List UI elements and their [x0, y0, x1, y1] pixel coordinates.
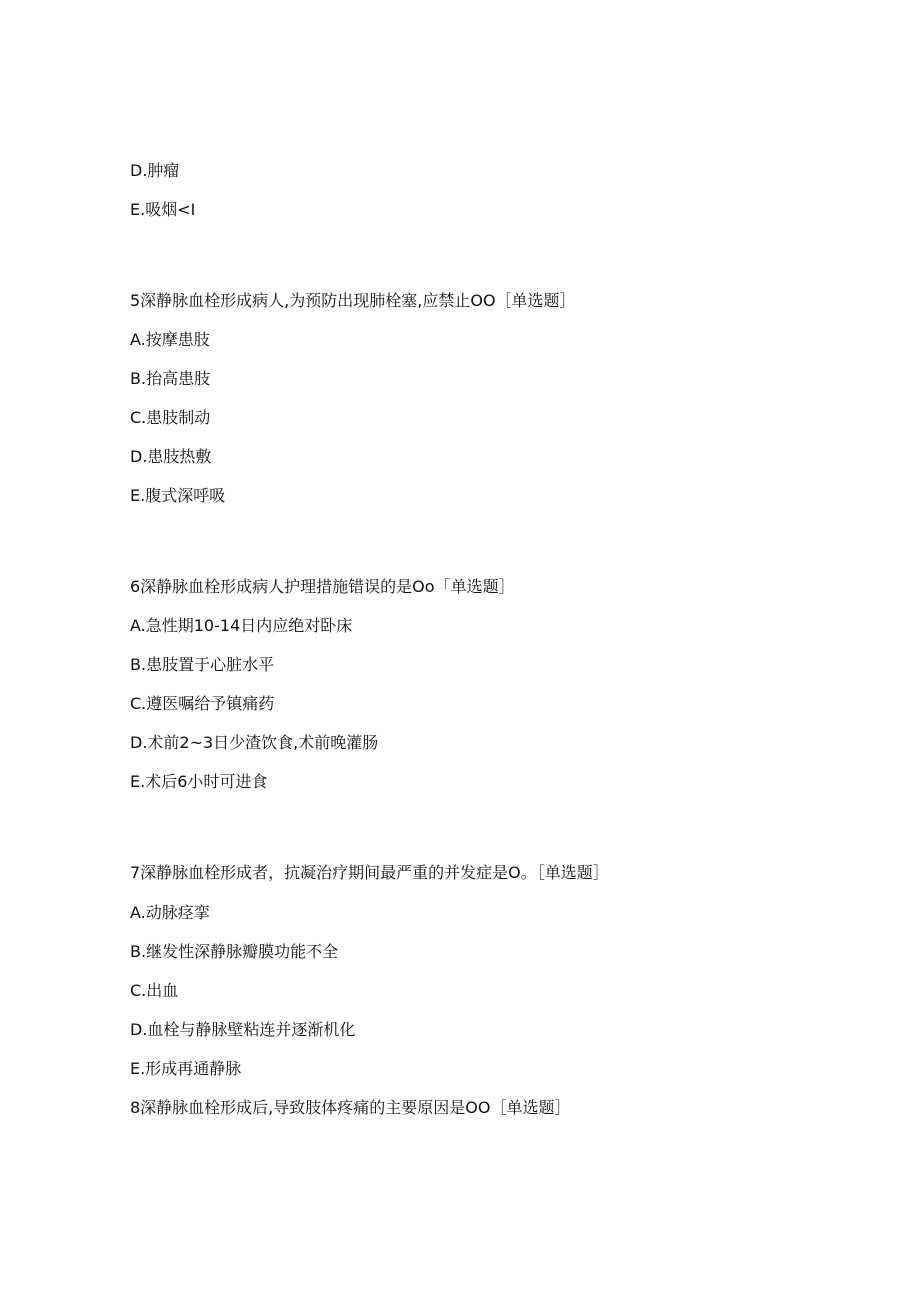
question-8: 8深静脉血栓形成后,导致肢体疼痛的主要原因是OO［单选题］: [130, 1098, 571, 1117]
option-e-q5: E.腹式深呼吸: [130, 486, 226, 505]
option-b-q5: B.抬高患肢: [130, 369, 211, 388]
question-5: 5深静脉血栓形成病人,为预防出现肺栓塞,应禁止OO［单选题］: [130, 291, 576, 310]
option-c-q6: C.遵医嘱给予镇痛药: [130, 694, 275, 713]
option-d-q5: D.患肢热敷: [130, 447, 212, 466]
option-b-q6: B.患肢置于心脏水平: [130, 655, 275, 674]
option-a-q5: A.按摩患肢: [130, 330, 210, 349]
option-d-q4: D.肿瘤: [130, 161, 180, 180]
question-7: 7深静脉血栓形成者，抗凝治疗期间最严重的并发症是O。［单选题］: [130, 863, 609, 882]
option-c-q7: C.出血: [130, 981, 179, 1000]
option-e-q4: E.吸烟<I: [130, 200, 196, 219]
option-c-q5: C.患肢制动: [130, 408, 211, 427]
question-6: 6深静脉血栓形成病人护理措施错误的是Oo「单选题］: [130, 577, 515, 596]
option-e-q6: E.术后6小时可进食: [130, 772, 268, 791]
option-d-q6: D.术前2~3日少渣饮食,术前晚灌肠: [130, 733, 379, 752]
option-a-q7: A.动脉痉挛: [130, 903, 210, 922]
option-a-q6: A.急性期10-14日内应绝对卧床: [130, 616, 353, 635]
option-b-q7: B.继发性深静脉瓣膜功能不全: [130, 942, 339, 961]
option-d-q7: D.血栓与静脉壁粘连并逐渐机化: [130, 1020, 356, 1039]
option-e-q7: E.形成再通静脉: [130, 1059, 242, 1078]
